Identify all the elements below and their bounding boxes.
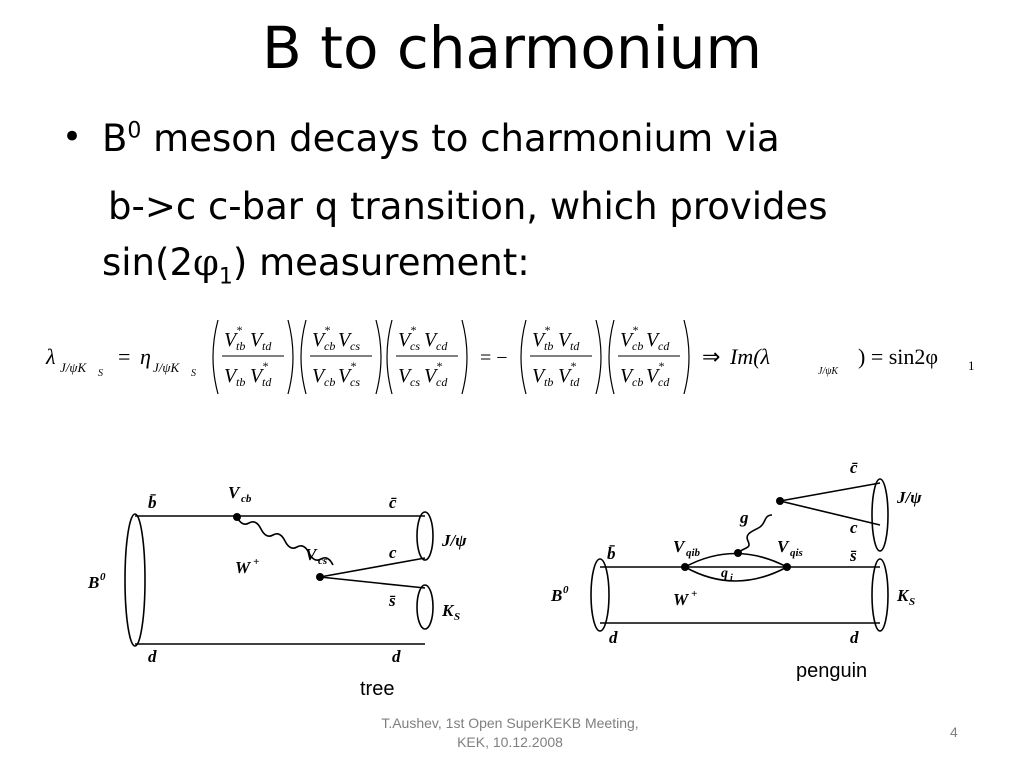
svg-text:cb: cb (632, 375, 644, 389)
penguin-g: g (740, 508, 749, 527)
svg-text:td: td (570, 375, 580, 389)
svg-text:V: V (224, 365, 237, 387)
svg-text:*: * (658, 359, 664, 373)
svg-text:td: td (262, 339, 272, 353)
footer-line-2: KEK, 10.12.2008 (457, 733, 563, 750)
penguin-b0-sup: 0 (563, 584, 569, 596)
penguin-vqis-sub: qis (790, 547, 803, 559)
svg-text:tb: tb (544, 339, 554, 353)
svg-text:cs: cs (410, 375, 420, 389)
ckm-fractions (213, 320, 689, 394)
penguin-w: W (673, 590, 689, 609)
penguin-d-left: d (609, 628, 618, 647)
svg-text:V: V (620, 365, 633, 387)
svg-text:*: * (262, 359, 268, 373)
svg-text:*: * (324, 323, 330, 337)
svg-text:V: V (224, 329, 237, 351)
penguin-d-right: d (850, 628, 859, 647)
penguin-cbar: c̄ (850, 458, 858, 477)
eq-result-sub: 1 (968, 358, 975, 373)
penguin-vqib: V (673, 537, 685, 556)
tree-b0-sup: 0 (100, 571, 106, 583)
bullet-line-1 (102, 117, 780, 160)
slide-title: B to charmonium (261, 14, 763, 82)
svg-text:V: V (398, 365, 411, 387)
penguin-vqib-sub: qib (686, 547, 701, 559)
tree-vcb-sub: cb (241, 493, 252, 505)
svg-text:V: V (398, 329, 411, 351)
svg-text:*: * (632, 323, 638, 337)
svg-text:V: V (558, 365, 571, 387)
tree-bbar: b̄ (148, 493, 157, 512)
penguin-c: c (850, 518, 858, 537)
eq-eta-sub-s: S (191, 368, 196, 379)
bullet-line3-b: ) measurement: (232, 241, 530, 284)
tree-vcb: V (228, 483, 240, 502)
svg-text:cs: cs (410, 339, 420, 353)
svg-text:cs: cs (350, 339, 360, 353)
svg-text:cb: cb (324, 339, 336, 353)
svg-text:= −: = − (480, 347, 508, 369)
bullet-line1-text: meson decays to charmonium via (141, 117, 780, 160)
svg-text:tb: tb (544, 375, 554, 389)
tree-d-right: d (392, 647, 401, 666)
svg-text:*: * (436, 359, 442, 373)
svg-text:V: V (532, 365, 545, 387)
phi-subscript: 1 (218, 264, 233, 290)
tree-caption: tree (360, 678, 395, 700)
svg-text:V: V (312, 365, 325, 387)
penguin-qi: q (721, 566, 728, 581)
penguin-diagram (545, 455, 945, 660)
tree-cbar: c̄ (389, 493, 397, 512)
bullet-line-3 (102, 241, 530, 290)
tree-b0: B (88, 573, 100, 592)
svg-text:V: V (620, 329, 633, 351)
svg-text:V: V (338, 329, 351, 351)
bullet-superscript: 0 (127, 118, 142, 144)
svg-text:V: V (250, 329, 263, 351)
bullet-dot: • (62, 117, 83, 157)
eq-eta: η (140, 344, 151, 369)
penguin-ks: K (897, 586, 909, 605)
svg-text:V: V (424, 329, 437, 351)
svg-text:td: td (262, 375, 272, 389)
page-number: 4 (950, 724, 958, 740)
svg-text:tb: tb (236, 375, 246, 389)
svg-text:⇒: ⇒ (702, 344, 721, 369)
svg-text:V: V (646, 329, 659, 351)
eq-eta-sub: J/ψK (153, 360, 180, 375)
svg-text:V: V (338, 365, 351, 387)
tree-w: W (235, 558, 251, 577)
svg-text:*: * (570, 359, 576, 373)
svg-text:cb: cb (324, 375, 336, 389)
ckm-equation (40, 312, 980, 402)
phi-symbol: φ (192, 241, 219, 284)
footer-line-1: T.Aushev, 1st Open SuperKEKB Meeting, (381, 715, 639, 731)
eq-im-sub: J/ψK (818, 366, 839, 377)
penguin-bbar: b̄ (607, 544, 616, 563)
svg-text:*: * (350, 359, 356, 373)
svg-text:cd: cd (658, 339, 670, 353)
tree-ks: K (442, 601, 454, 620)
tree-vcs: V (305, 545, 317, 564)
svg-text:*: * (544, 323, 550, 337)
tree-diagram (80, 470, 500, 680)
penguin-w-sup: + (691, 588, 698, 600)
tree-ks-sub: S (454, 611, 461, 623)
penguin-qi-sub: i (730, 573, 733, 584)
svg-text:*: * (410, 323, 416, 337)
tree-sbar: s̄ (389, 591, 396, 610)
svg-text:tb: tb (236, 339, 246, 353)
svg-text:td: td (570, 339, 580, 353)
eq-im: Im(λ (730, 344, 771, 369)
svg-text:*: * (236, 323, 242, 337)
penguin-b0: B (551, 586, 563, 605)
bullet-line3-a: sin(2 (102, 241, 193, 284)
eq-lhs-sub-s: S (98, 368, 103, 379)
tree-d-left: d (148, 647, 157, 666)
svg-text:cs: cs (350, 375, 360, 389)
tree-c: c (389, 543, 397, 562)
penguin-sbar: s̄ (850, 546, 857, 565)
penguin-jpsi: J/ψ (897, 488, 922, 507)
eq-lhs-sub: J/ψK (60, 360, 87, 375)
svg-text:cb: cb (632, 339, 644, 353)
penguin-ks-sub: S (909, 596, 916, 608)
svg-text:V: V (532, 329, 545, 351)
penguin-vqis: V (777, 537, 789, 556)
svg-text:V: V (558, 329, 571, 351)
svg-text:V: V (250, 365, 263, 387)
svg-text:V: V (312, 329, 325, 351)
penguin-caption: penguin (796, 660, 868, 682)
svg-text:V: V (646, 365, 659, 387)
footer (360, 714, 660, 752)
svg-text:cd: cd (436, 375, 448, 389)
tree-jpsi: J/ψ (442, 531, 467, 550)
eq-result: ) = sin2φ (858, 344, 939, 369)
svg-text:cd: cd (436, 339, 448, 353)
eq-equals: = (118, 344, 131, 369)
tree-vcs-sub: cs (318, 555, 328, 567)
svg-text:V: V (424, 365, 437, 387)
tree-w-sup: + (253, 556, 260, 568)
bullet-prefix: B (102, 117, 128, 160)
eq-lhs: λ (46, 344, 56, 369)
bullet-line-2: b->c c-bar q transition, which provides (108, 185, 828, 228)
svg-text:cd: cd (658, 375, 670, 389)
